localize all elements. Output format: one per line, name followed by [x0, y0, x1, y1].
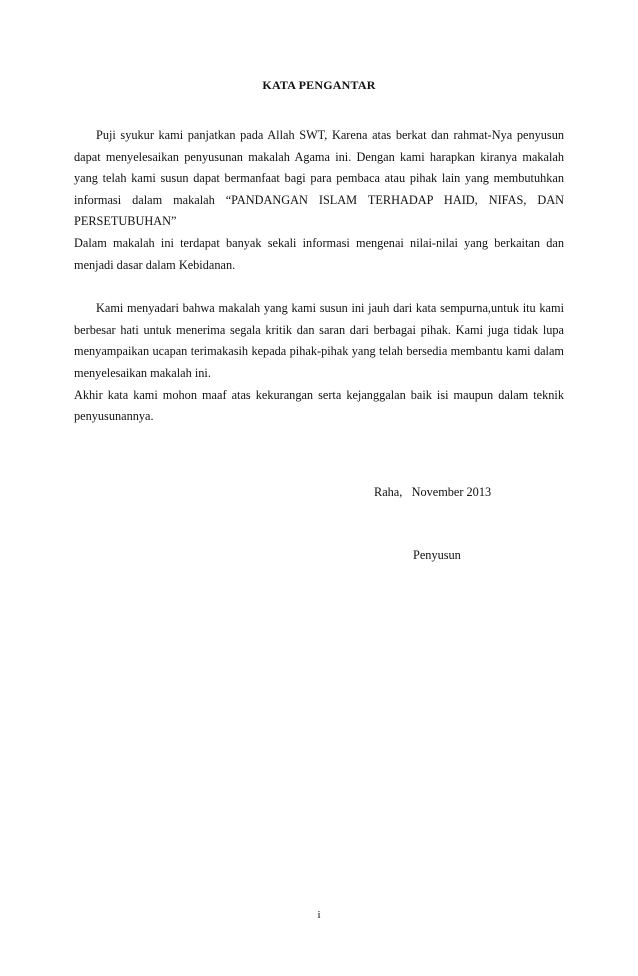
paragraph-closing: Akhir kata kami mohon maaf atas kekurangan serta kejanggalan baik isi maupun dalam teknik penyusunannya. [74, 387, 564, 424]
paragraph-spacer [74, 276, 564, 298]
document-body [74, 125, 564, 428]
page-number: i [317, 909, 321, 921]
page-title: KATA PENGANTAR [262, 78, 376, 92]
paragraph-gratitude: Puji syukur kami panjatkan pada Allah SWT, Karena atas berkat dan rahmat-Nya penyusun dapat menyelesaikan penyusunan makalah Agama ini. Dengan kami harapkan kiranya makalah yang telah kami susun dapat bermanfaat bagi para pembaca atau pihak lain yang membutuhkan informasi dalam makalah “PANDANGAN ISLAM TERHADAP HAID, NIFAS, DAN PERSETUBUHAN” [74, 128, 564, 229]
author-signature: Penyusun [413, 548, 461, 562]
place-date: Raha, November 2013 [374, 485, 492, 499]
paragraph-acknowledgement: Kami menyadari bahwa makalah yang kami susun ini jauh dari kata sempurna,untuk itu kami berbesar hati untuk menerima segala kritik dan saran dari berbagai pihak. Kami juga tidak lupa menyampaikan ucapan terimakasih kepada pihak-pihak yang telah bersedia membantu kami dalam menyelesaikan makalah ini. [74, 301, 564, 380]
paragraph-content-info: Dalam makalah ini terdapat banyak sekali informasi mengenai nilai-nilai yang berkaitan dan menjadi dasar dalam Kebidanan. [74, 235, 564, 272]
